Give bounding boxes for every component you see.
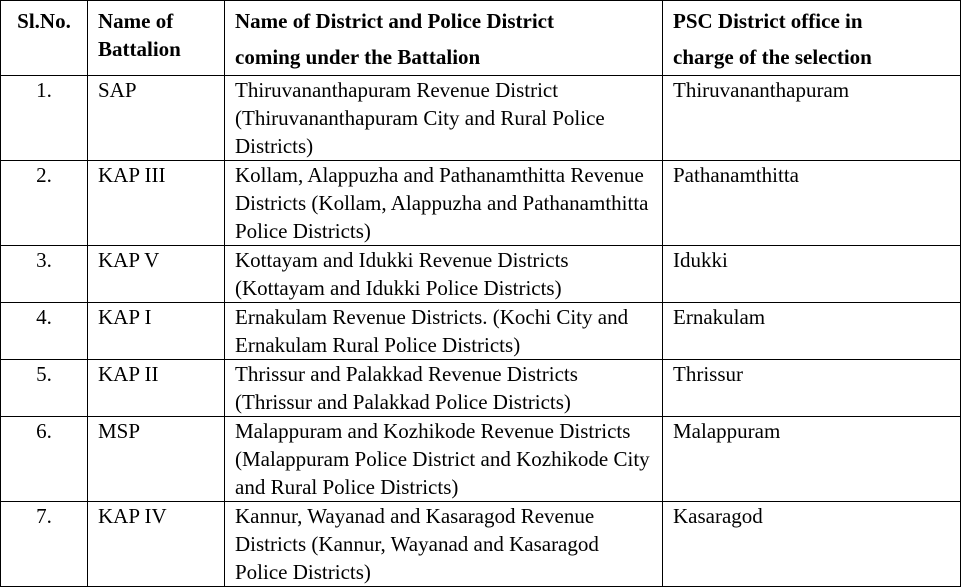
cell-sl-no: 2. xyxy=(1,161,88,246)
header-district xyxy=(225,1,663,76)
cell-districts: Thrissur and Palakkad Revenue Districts (Thrissur and Palakkad Police Districts) xyxy=(225,360,663,417)
cell-battalion: KAP V xyxy=(88,246,225,303)
table-row xyxy=(1,246,961,303)
table-row xyxy=(1,417,961,502)
cell-psc-office: Thrissur xyxy=(663,360,961,417)
cell-psc-office: Ernakulam xyxy=(663,303,961,360)
cell-sl-no: 4. xyxy=(1,303,88,360)
cell-battalion: KAP II xyxy=(88,360,225,417)
cell-districts: Ernakulam Revenue Districts. (Kochi City and Ernakulam Rural Police Districts) xyxy=(225,303,663,360)
header-sl-no xyxy=(1,1,88,76)
cell-battalion: KAP I xyxy=(88,303,225,360)
cell-sl-no: 6. xyxy=(1,417,88,502)
cell-sl-no: 3. xyxy=(1,246,88,303)
table-row xyxy=(1,303,961,360)
cell-sl-no: 1. xyxy=(1,76,88,161)
table-row xyxy=(1,76,961,161)
cell-psc-office: Pathanamthitta xyxy=(663,161,961,246)
header-battalion-line2: Battalion xyxy=(98,37,181,61)
table-row xyxy=(1,502,961,587)
header-psc-office xyxy=(663,1,961,76)
header-district-line2: coming under the Battalion xyxy=(235,45,481,69)
cell-districts: Kollam, Alappuzha and Pathanamthitta Revenue Districts (Kollam, Alappuzha and Pathanamthitta Police Districts) xyxy=(225,161,663,246)
table-header-row xyxy=(1,1,961,76)
cell-districts: Kottayam and Idukki Revenue Districts (Kottayam and Idukki Police Districts) xyxy=(225,246,663,303)
header-psc-line2: charge of the selection xyxy=(673,45,872,69)
cell-battalion: MSP xyxy=(88,417,225,502)
cell-districts: Thiruvananthapuram Revenue District (Thiruvananthapuram City and Rural Police Districts) xyxy=(225,76,663,161)
table-row xyxy=(1,161,961,246)
cell-sl-no: 5. xyxy=(1,360,88,417)
header-battalion-line1: Name of xyxy=(98,9,174,33)
table-row xyxy=(1,360,961,417)
header-psc-line1: PSC District office in xyxy=(673,9,863,33)
cell-districts: Kannur, Wayanad and Kasaragod Revenue Districts (Kannur, Wayanad and Kasaragod Police Districts) xyxy=(225,502,663,587)
header-sl-no-label: Sl.No. xyxy=(17,9,71,33)
cell-psc-office: Idukki xyxy=(663,246,961,303)
cell-sl-no: 7. xyxy=(1,502,88,587)
cell-psc-office: Kasaragod xyxy=(663,502,961,587)
cell-psc-office: Thiruvananthapuram xyxy=(663,76,961,161)
cell-districts: Malappuram and Kozhikode Revenue Districts (Malappuram Police District and Kozhikode City and Rural Police Districts) xyxy=(225,417,663,502)
cell-psc-office: Malappuram xyxy=(663,417,961,502)
cell-battalion: KAP III xyxy=(88,161,225,246)
cell-battalion: SAP xyxy=(88,76,225,161)
header-battalion xyxy=(88,1,225,76)
header-district-line1: Name of District and Police District xyxy=(235,9,554,33)
cell-battalion: KAP IV xyxy=(88,502,225,587)
